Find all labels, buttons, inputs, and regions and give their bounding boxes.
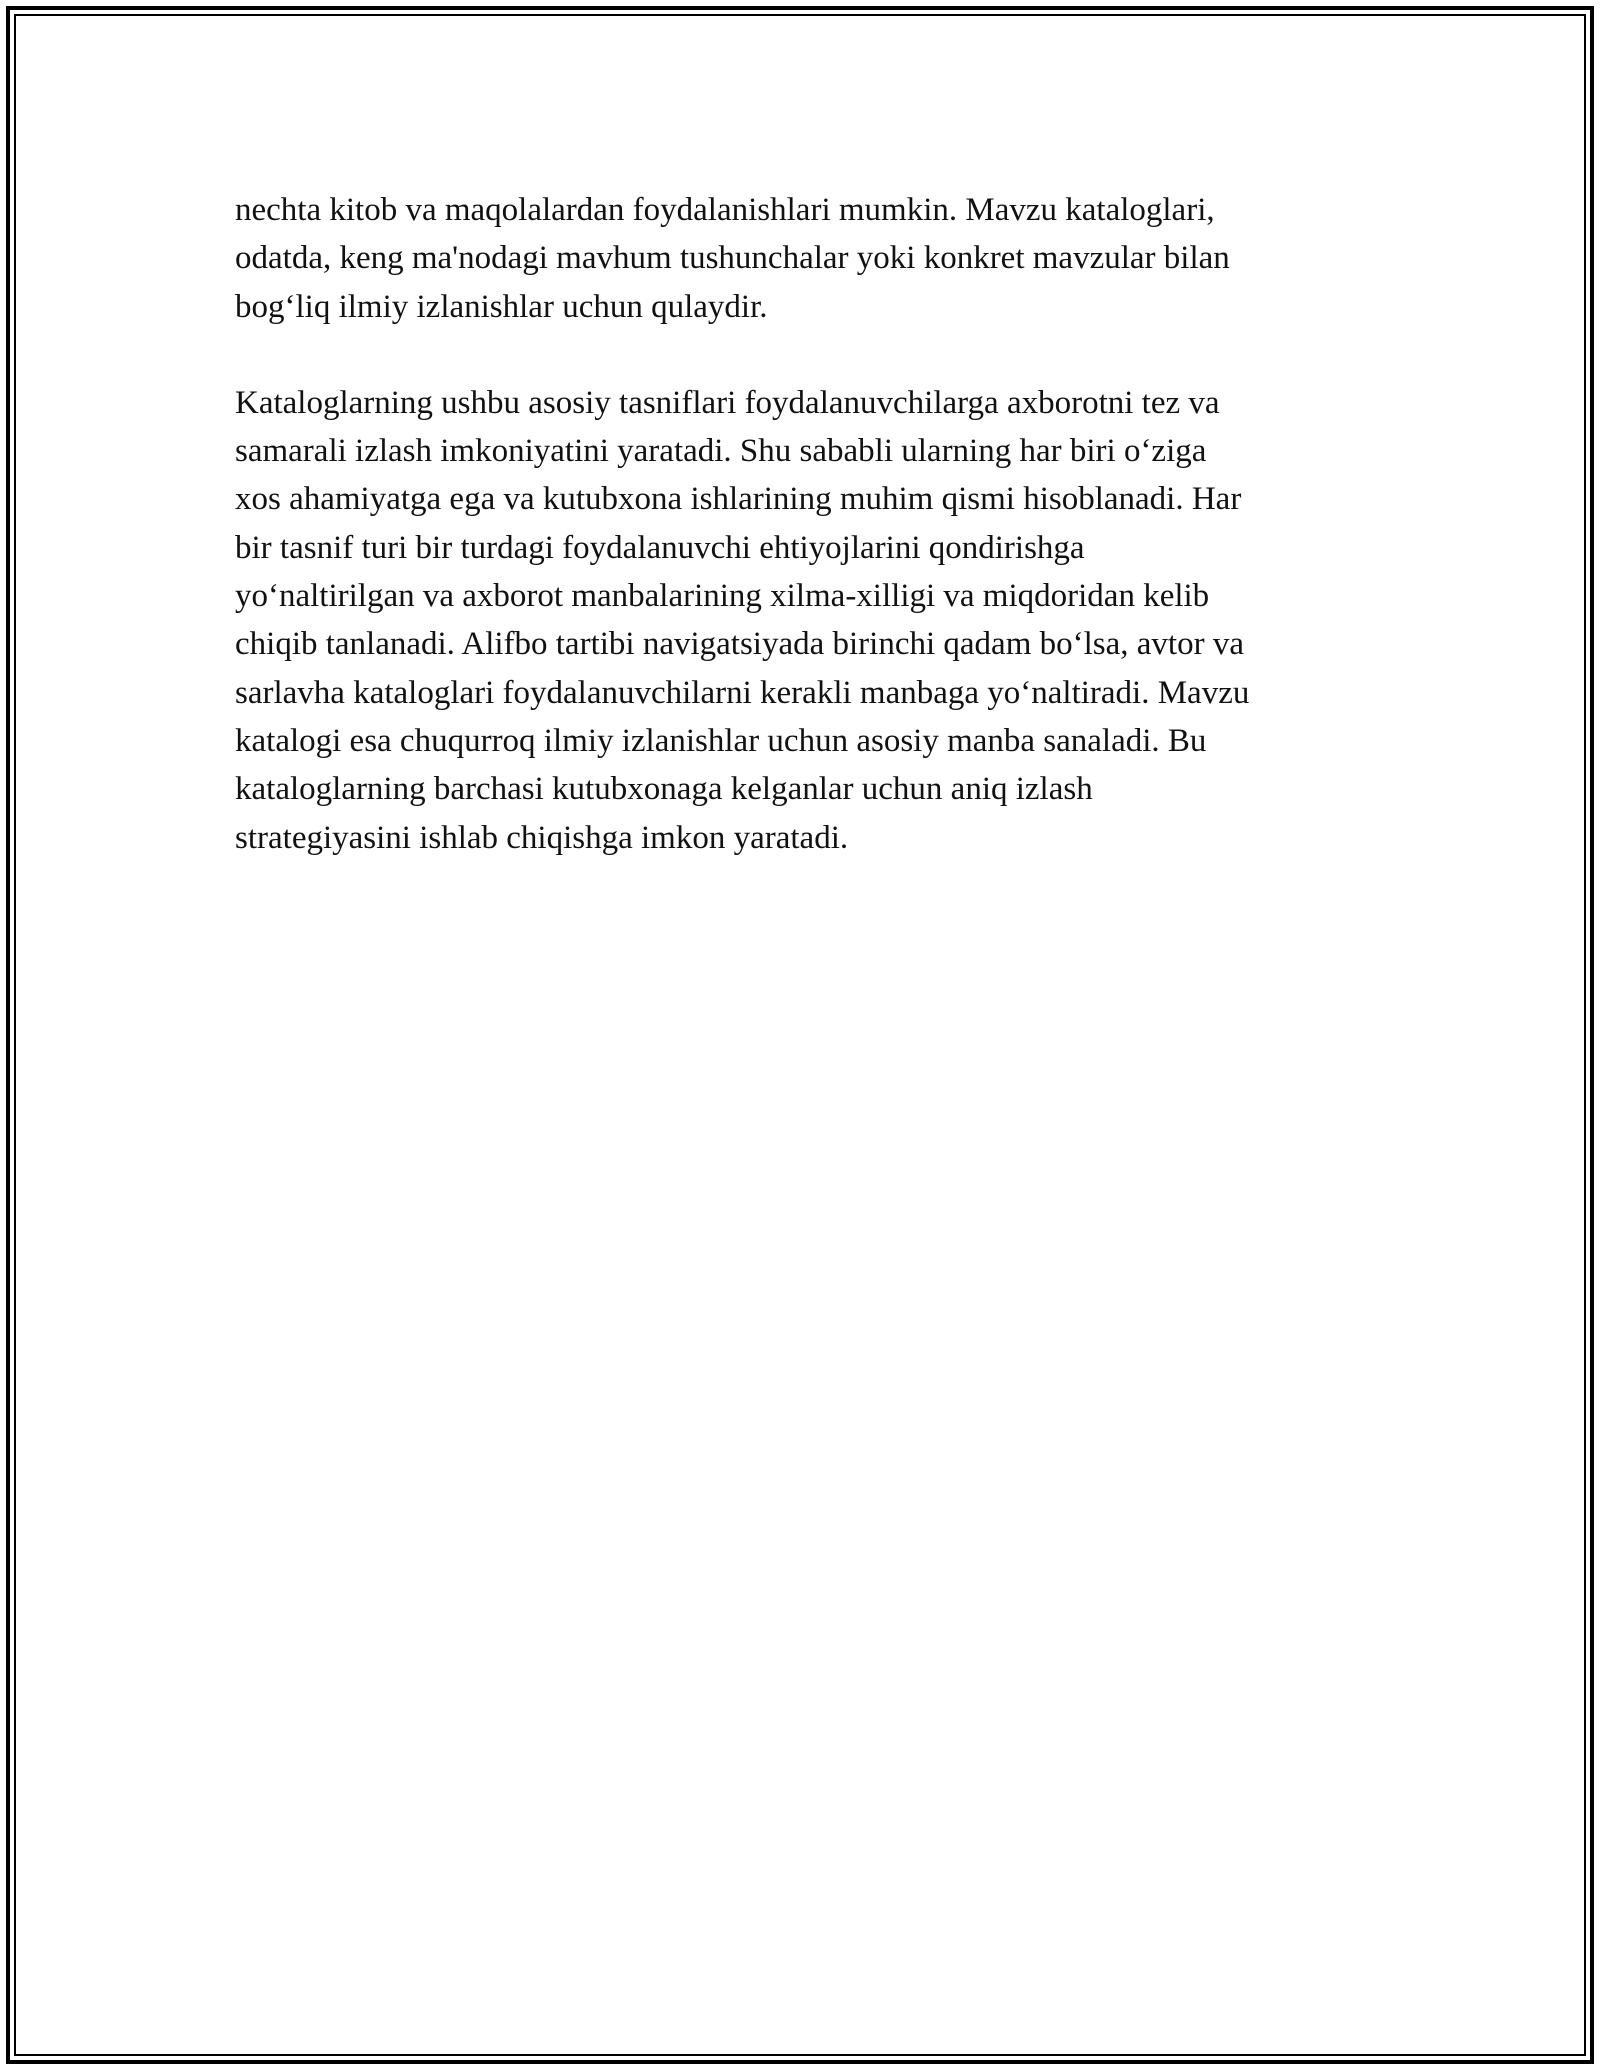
text-line: samarali izlash imkoniyatini yaratadi. Shu sababli ularning har biri o‘ziga [235,433,1207,470]
text-line: katalogi esa chuqurroq ilmiy izlanishlar uchun asosiy manba sanaladi. Bu [235,722,1207,759]
text-line: nechta kitob va maqolalardan foydalanishlari mumkin. Mavzu kataloglari, [235,192,1215,228]
text-line: xos ahamiyatga ega va kutubxona ishlarining muhim qismi hisoblanadi. Har [235,481,1242,518]
text-line: strategiyasini ishlab chiqishga imkon yaratadi. [235,819,849,856]
text-line: odatda, keng ma'nodagi mavhum tushunchalar yoki konkret mavzular bilan [235,240,1230,277]
paragraph-1 [235,186,1375,331]
text-line: Kataloglarning ushbu asosiy tasniflari foydalanuvchilarga axborotni tez va [235,384,1220,421]
page-content [235,186,1375,910]
text-line: bir tasnif turi bir turdagi foydalanuvchi ehtiyojlarini qondirishga [235,529,1085,566]
text-line: kataloglarning barchasi kutubxonaga kelganlar uchun aniq izlash [235,771,1093,808]
text-line: bog‘liq ilmiy izlanishlar uchun qulaydir. [235,288,768,325]
text-line: yo‘naltirilgan va axborot manbalarining xilma-xilligi va miqdoridan kelib [235,578,1210,615]
paragraph-2 [235,379,1375,862]
text-line: chiqib tanlanadi. Alifbo tartibi navigatsiyada birinchi qadam bo‘lsa, avtor va [235,626,1244,663]
text-line: sarlavha kataloglari foydalanuvchilarni kerakli manbaga yo‘naltiradi. Mavzu [235,674,1250,711]
